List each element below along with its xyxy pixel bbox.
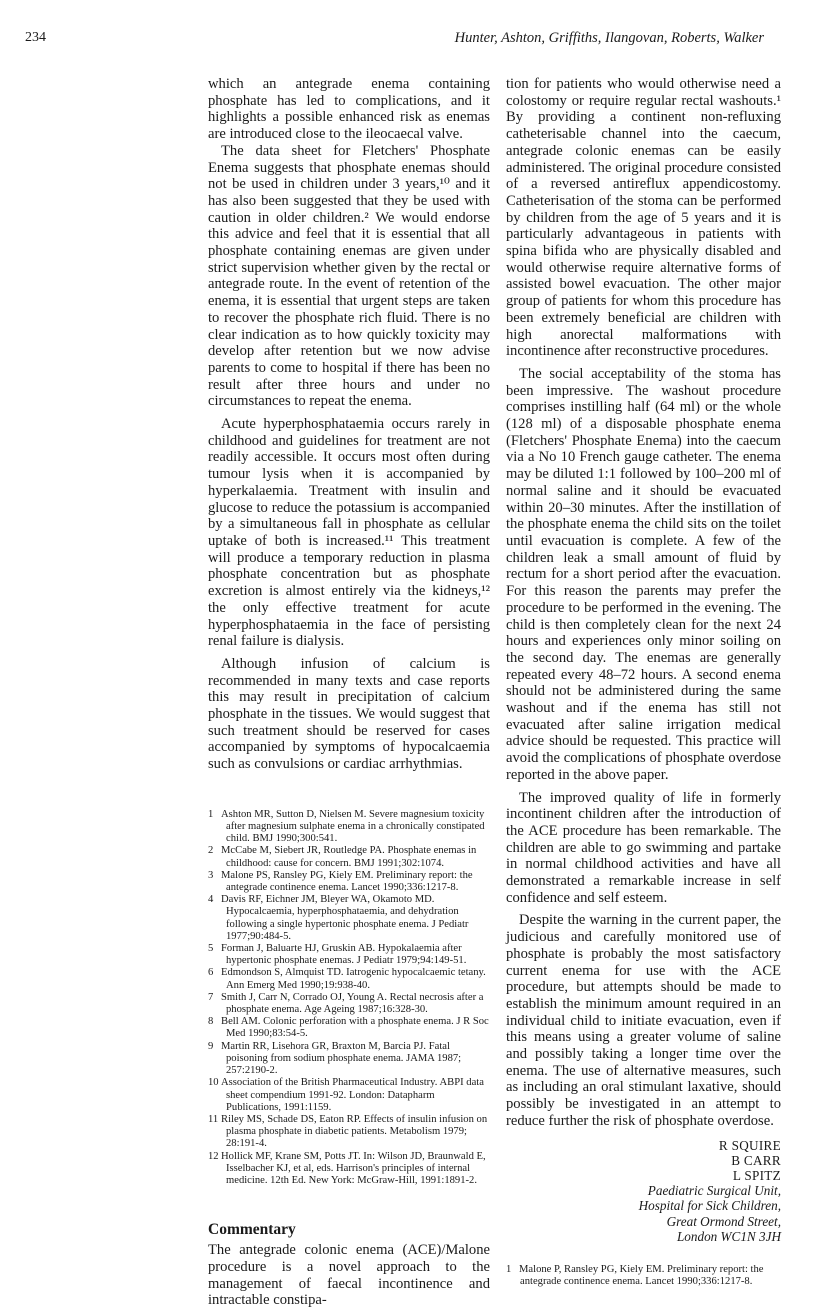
body-paragraph: The improved quality of life in formerly incontinent children after the introduction of the ACE procedure has been remarkable. The children are able to go swimming and partake in normal childhood activities and have all demonstrated a remarkable increase in self confidence and self esteem. <box>506 789 781 906</box>
reference-item: 5 Forman J, Baluarte HJ, Gruskin AB. Hypokalaemia after hypertonic phosphate enemas. J Pediatr 1979;94:149-51. <box>208 943 467 967</box>
body-paragraph: The data sheet for Fletchers' Phosphate Enema suggests that phosphate enemas should not be used in children under 3 years,¹⁰ and it has also been suggested that they be used with caution in older children.² We would endorse this advice and feel that it is essential that all phosphate containing enemas are given under strict supervision whether given by the rectal or antegrade route. In the event of retention of the enema, it is essential that urgent steps are taken to recover the phosphate rich fluid. There is no clear indication as to how quickly toxicity may develop after retention but we now advise parents to come to hospital if there has been no result after three hours and under no circumstances to repeat the enema. <box>208 142 490 410</box>
author-affiliation: London WC1N 3JH <box>676 1228 781 1244</box>
commentary-heading: Commentary <box>208 1221 296 1239</box>
reference-item: 7 Smith J, Carr N, Corrado OJ, Young A. Rectal necrosis after a phosphate enema. Age Ageing 1987;16:328-30. <box>208 991 484 1016</box>
reference-item: 1 Ashton MR, Sutton D, Nielsen M. Severe magnesium toxicity after magnesium sulphate enema in a chronically constipated child. BMJ 1990;300:541. <box>208 808 485 845</box>
running-head-authors: Hunter, Ashton, Griffiths, Ilangovan, Roberts, Walker <box>454 30 764 46</box>
reference-item: 8 Bell AM. Colonic perforation with a phosphate enema. J R Soc Med 1990;83:54-5. <box>208 1016 489 1040</box>
commentary-reference: 1 Malone P, Ransley PG, Kiely EM. Preliminary report: the antegrade continence enema. Lancet 1990;336:1217-8. <box>506 1264 764 1288</box>
author-affiliation: Paediatric Surgical Unit, <box>647 1183 781 1199</box>
author-name: R SQUIRE <box>718 1137 781 1153</box>
reference-item: 6 Edmondson S, Almquist TD. Iatrogenic hypocalcaemic tetany. Ann Emerg Med 1990;19:938-40. <box>208 967 486 991</box>
body-paragraph: tion for patients who would otherwise need a colostomy or require regular rectal washouts.¹ By providing a continent non-refluxing catheterisable channel into the caecum, antegrade colonic enemas can be easily administered. The original procedure consisted of a reversed antireflux appendicostomy. Catheterisation of the stoma can be performed by children from the age of 5 years and it is particularly advantageous in patients with spina bifida who are physically disabled and would otherwise require alternative forms of assisted bowel evacuation. The other major group of patients for whom this procedure has been extremely beneficial are children with high anorectal malformations with incontinence after reconstructive procedures. <box>506 76 781 360</box>
left-column <box>208 76 490 1309</box>
author-affiliation: Hospital for Sick Children, <box>638 1198 781 1214</box>
reference-item: 4 Davis RF, Eichner JM, Bleyer WA, Okamoto MD. Hypocalcaemia, hyperphosphataemia, and dehydration following a single hypertonic phosphate enema. J Pediatr 1977;90:484-5. <box>208 894 469 942</box>
reference-list <box>208 809 490 1187</box>
body-paragraph: The social acceptability of the stoma has been impressive. The washout procedure comprises instilling half (64 ml) or the whole (128 ml) of a disposable phosphate enema (Fletchers' Phosphate Enema) into the caecum via a No 10 French gauge catheter. The enema may be diluted 1:1 followed by 100–200 ml of normal saline and it should be evacuated within 20–30 minutes. After the instillation of the phosphate enema the child sits on the toilet until evacuation is complete. A few of the children leak a small amount of fluid by rectum for a short period after the evacuation. For this reason the parents may prefer the procedure to be performed in the evening. The child is then completely clean for the next 24 hours and experiences only minor soiling on the second day. The enemas are generally repeated every 48–72 hours. A second enema should not be administered during the same washout and if the enema has still not evacuated after saline irrigation medical advice should be requested. This practice will avoid the complications of phosphate overdose reported in the above paper. <box>506 365 781 783</box>
reference-item: 2 McCabe M, Siebert JR, Routledge PA. Phosphate enemas in childhood: cause for concern. BMJ 1991;302:1074. <box>208 845 477 869</box>
body-paragraph: Acute hyperphosphataemia occurs rarely in childhood and guidelines for treatment are not readily accessible. It occurs most often during tumour lysis when it is accompanied by hyperkalaemia. Treatment with insulin and glucose to reduce the potassium is accompanied by a simultaneous fall in phosphate as cellular uptake of both is increased.¹¹ This treatment will produce a temporary reduction in plasma phosphate concentration but as phosphate excretion is almost entirely via the kidneys,¹² the only effective treatment for acute hyperphosphataemia in the face of persisting renal failure is dialysis. <box>208 416 490 650</box>
reference-item: 9 Martin RR, Lisehora GR, Braxton M, Barcia PJ. Fatal poisoning from sodium phosphate enema. JAMA 1987; 257:2190-2. <box>208 1040 462 1077</box>
author-name: B CARR <box>731 1152 781 1168</box>
reference-item: 10 Association of the British Pharmaceutical Industry. ABPI data sheet compendium 1991-92. London: Datapharm Publications, 1991:1159. <box>208 1077 484 1113</box>
author-name: L SPITZ <box>732 1168 781 1183</box>
commentary-paragraph: The antegrade colonic enema (ACE)/Malone procedure is a novel approach to the management of faecal incontinence and intractable constipa- <box>208 1242 490 1309</box>
page-header <box>25 30 764 52</box>
body-paragraph: which an antegrade enema containing phosphate has led to complications, and it highlights a possible enhanced risk as enemas are introduced close to the ileocaecal valve. <box>208 76 490 143</box>
reference-item: 12 Hollick MF, Krane SM, Potts JT. In: Wilson JD, Braunwald E, Isselbacher KJ, et al, eds. Harrison's principles of internal medicine. 12th Ed. New York: McGraw-Hill, 1991:1891-2. <box>208 1150 486 1186</box>
body-paragraph: Although infusion of calcium is recommended in many texts and case reports this may result in precipitation of calcium phosphate in the tissues. We would suggest that such treatment should be reserved for cases accompanied by symptoms of hypocalcaemia such as convulsions or cardiac arrhythmias. <box>208 655 490 773</box>
body-paragraph: Despite the warning in the current paper, the judicious and carefully monitored use of phosphate is probably the most satisfactory current enema for use with the ACE procedure, but attempts should be made to establish the minimum amount required in an individual child to initiate evacuation, even if this means using a greater volume of saline and possibly taking a longer time over the enema. The use of alternative measures, such as including an oral stimulant laxative, should possibly be investigated in an attempt to reduce further the risk of phosphate overdose. <box>506 912 781 1129</box>
reference-item: 11 Riley MS, Schade DS, Eaton RP. Effects of insulin infusion on plasma phosphate in diabetic patients. Metabolism 1979; 28:191-4. <box>208 1113 488 1150</box>
right-column <box>506 76 781 1288</box>
reference-item: 3 Malone PS, Ransley PG, Kiely EM. Preliminary report: the antegrade continence enema. Lancet 1990;336:1217-8. <box>208 869 473 894</box>
page-number: 234 <box>25 30 46 45</box>
author-affiliation: Great Ormond Street, <box>666 1213 781 1229</box>
